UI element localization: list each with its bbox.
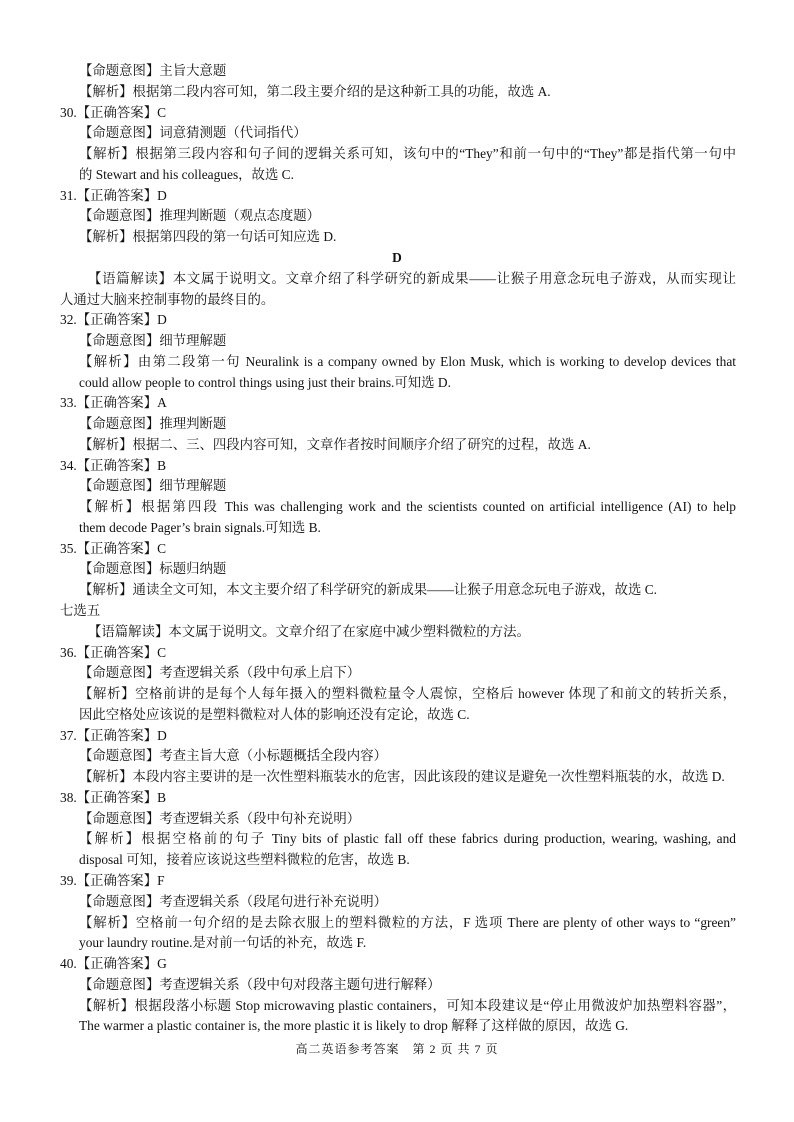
text-line: 【命题意图】主旨大意题 bbox=[79, 63, 227, 78]
text-line: 【解析】根据第四段 This was challenging work and the scientists counted on artificial intelligence (AI) to help bbox=[79, 499, 736, 514]
answer-line: 36.【正确答案】C bbox=[60, 645, 167, 660]
text-line: 【命题意图】标题归纳题 bbox=[79, 561, 227, 576]
text-line: 【解析】本段内容主要讲的是一次性塑料瓶装水的危害，因此该段的建议是避免一次性塑料瓶装的水，故选 D. bbox=[79, 769, 725, 784]
text-line: 【解析】根据第四段的第一句话可知应选 D. bbox=[79, 229, 337, 244]
text-line: 因此空格处应该说的是塑料微粒对人体的影响还没有定论，故选 C. bbox=[79, 707, 470, 722]
text-line: 【命题意图】考查逻辑关系（段尾句进行补充说明） bbox=[79, 894, 387, 909]
answer-line: 38.【正确答案】B bbox=[60, 790, 167, 805]
answer-line: 32.【正确答案】D bbox=[60, 312, 167, 327]
text-line: them decode Pager’s brain signals.可知选 B. bbox=[79, 520, 321, 535]
text-line: could allow people to control things using just their brains.可知选 D. bbox=[79, 375, 451, 390]
text-line: 【解析】根据段落小标题 Stop microwaving plastic containers，可知本段建议是“停止用微波炉加热塑料容器”， bbox=[79, 998, 736, 1013]
answer-line: 37.【正确答案】D bbox=[60, 728, 167, 743]
text-line: 【解析】空格前讲的是每个人每年摄入的塑料微粒量令人震惊，空格后 however 体现了和前文的转折关系， bbox=[79, 686, 736, 701]
answer-line: 31.【正确答案】D bbox=[60, 188, 167, 203]
text-line: 【解析】根据二、三、四段内容可知，文章作者按时间顺序介绍了研究的过程，故选 A. bbox=[79, 437, 591, 452]
text-line: disposal 可知，接着应该说这些塑料微粒的危害，故选 B. bbox=[79, 852, 410, 867]
section-heading: 七选五 bbox=[60, 603, 101, 618]
text-line: 【解析】由第二段第一句 Neuralink is a company owned by Elon Musk, which is working to develop devices that bbox=[79, 354, 736, 369]
text-line: 【解析】通读全文可知，本文主要介绍了科学研究的新成果——让猴子用意念玩电子游戏，故选 C. bbox=[79, 582, 658, 597]
text-line: 【命题意图】考查逻辑关系（段中句承上启下） bbox=[79, 665, 361, 680]
answer-line: 40.【正确答案】G bbox=[60, 956, 167, 971]
section-heading: D bbox=[392, 250, 402, 265]
text-line: 【解析】根据空格前的句子 Tiny bits of plastic fall off these fabrics during production, wearing, washing, and bbox=[79, 831, 736, 846]
text-line: The warmer a plastic container is, the more plastic it is likely to drop 解释了这样做的原因，故选 G. bbox=[79, 1018, 629, 1033]
text-line: 【命题意图】细节理解题 bbox=[79, 478, 227, 493]
answer-line: 30.【正确答案】C bbox=[60, 105, 167, 120]
text-line: 【语篇解读】本文属于说明文。文章介绍了科学研究的新成果——让猴子用意念玩电子游戏，从而实现让 bbox=[88, 271, 736, 286]
answer-line: 39.【正确答案】F bbox=[60, 873, 165, 888]
text-line: 的 Stewart and his colleagues，故选 C. bbox=[79, 167, 294, 182]
answer-line: 35.【正确答案】C bbox=[60, 541, 167, 556]
text-line: 【语篇解读】本文属于说明文。文章介绍了在家庭中减少塑料微粒的方法。 bbox=[88, 624, 530, 639]
text-line: 人通过大脑来控制事物的最终目的。 bbox=[60, 292, 275, 307]
text-line: 【命题意图】词意猜测题（代词指代） bbox=[79, 125, 307, 140]
text-line: 【命题意图】细节理解题 bbox=[79, 333, 227, 348]
text-line: 【命题意图】推理判断题 bbox=[79, 416, 227, 431]
text-line: 【解析】根据第二段内容可知，第二段主要介绍的是这种新工具的功能，故选 A. bbox=[79, 84, 551, 99]
answer-line: 33.【正确答案】A bbox=[60, 395, 167, 410]
text-line: your laundry routine.是对前一句话的补充，故选 F. bbox=[79, 935, 367, 950]
text-line: 【命题意图】考查逻辑关系（段中句对段落主题句进行解释） bbox=[79, 977, 441, 992]
page-footer: 高二英语参考答案 第 2 页 共 7 页 bbox=[295, 1042, 499, 1056]
text-line: 【解析】根据第三段内容和句子间的逻辑关系可知，该句中的“They”和前一句中的“They”都是指代第一句中 bbox=[79, 146, 736, 161]
text-line: 【解析】空格前一句介绍的是去除衣服上的塑料微粒的方法，F 选项 There are plenty of other ways to “green” bbox=[79, 915, 736, 930]
text-line: 【命题意图】考查主旨大意（小标题概括全段内容） bbox=[79, 748, 387, 763]
text-line: 【命题意图】考查逻辑关系（段中句补充说明） bbox=[79, 811, 361, 826]
text-line: 【命题意图】推理判断题（观点态度题） bbox=[79, 208, 321, 223]
answer-line: 34.【正确答案】B bbox=[60, 458, 167, 473]
